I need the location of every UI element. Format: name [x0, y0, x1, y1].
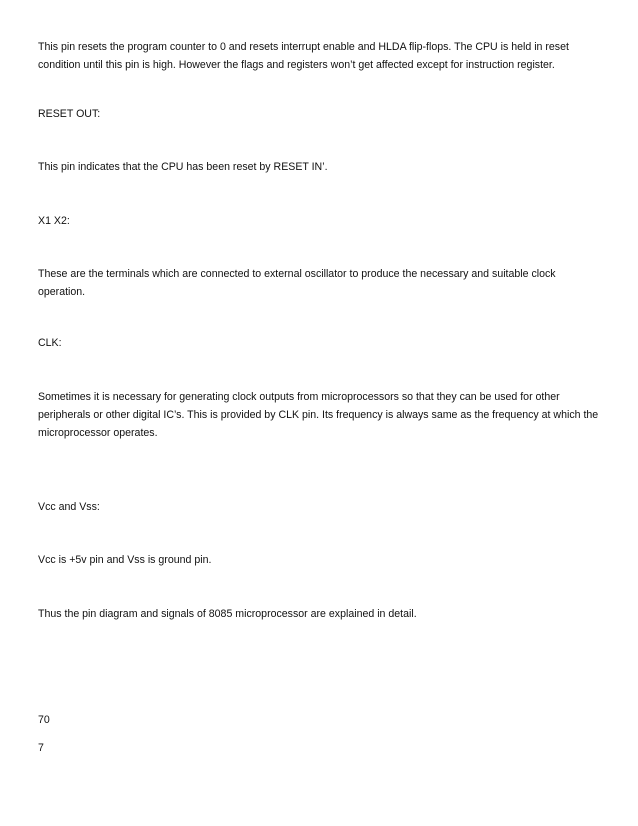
- reset-out-heading: RESET OUT:: [38, 108, 101, 120]
- vcc-vss-description: Vcc is +5v pin and Vss is ground pin.: [38, 554, 212, 566]
- vcc-vss-heading: Vcc and Vss:: [38, 501, 100, 513]
- footer-number-70: 70: [38, 714, 50, 726]
- x1-x2-heading: X1 X2:: [38, 215, 70, 227]
- reset-in-description: This pin resets the program counter to 0 and resets interrupt enable and HLDA flip-flops. The CPU is held in reset condition until this pin is high. However the flags and registers won’t get affected except for instruction register.: [38, 41, 569, 71]
- reset-out-description: This pin indicates that the CPU has been reset by RESET IN’.: [38, 161, 328, 173]
- clk-description: Sometimes it is necessary for generating clock outputs from microprocessors so that they can be used for other peripherals or other digital IC’s. This is provided by CLK pin. Its frequency is always same as the frequency at which the microprocessor operates.: [38, 391, 599, 439]
- conclusion-text: Thus the pin diagram and signals of 8085 microprocessor are explained in detail.: [38, 608, 417, 620]
- footer-number-7: 7: [38, 742, 44, 754]
- x1-x2-description: These are the terminals which are connected to external oscillator to produce the necessary and suitable clock operation.: [38, 268, 556, 298]
- clk-heading: CLK:: [38, 337, 62, 349]
